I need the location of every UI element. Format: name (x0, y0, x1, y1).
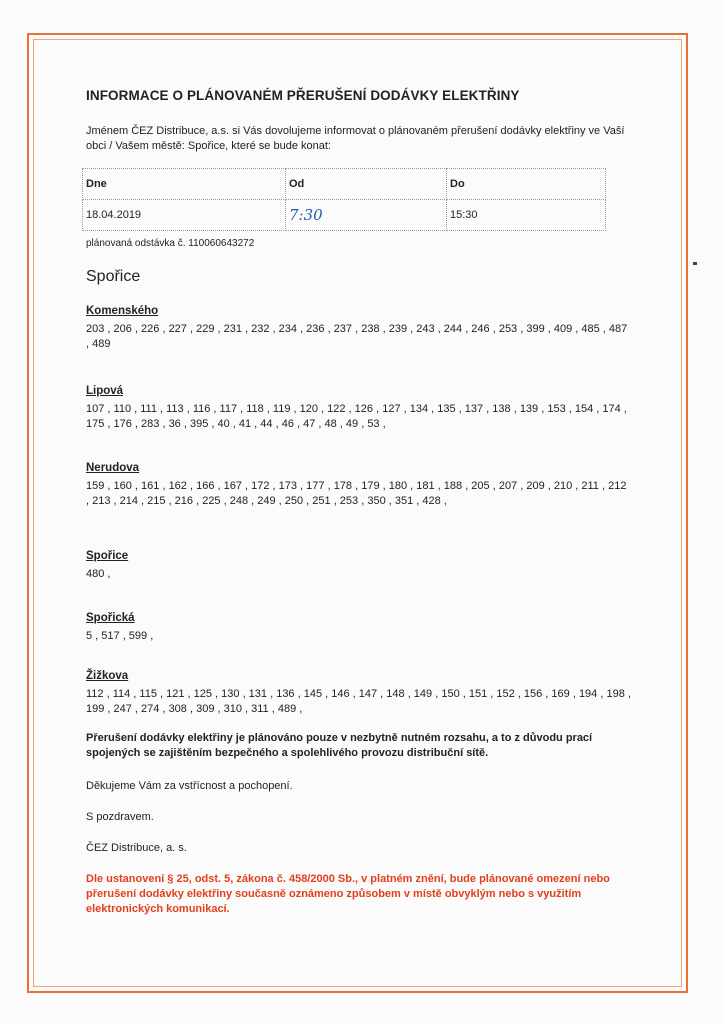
house-numbers: 5 , 517 , 599 , (86, 630, 154, 642)
cell-to: 15:30 (447, 200, 606, 231)
house-numbers: 203 , 206 , 226 , 227 , 229 , 231 , 232 , 234 , 236 , 237 , 238 , 239 , 243 , 244 , 246 , 253 , 399 , 409 , 485 , 487 , 489 (86, 323, 628, 350)
street-name: Spořice (86, 550, 129, 562)
house-numbers: 112 , 114 , 115 , 121 , 125 , 130 , 131 , 136 , 145 , 146 , 147 , 148 , 149 , 150 , 151 , 152 , 156 , 169 , 194 , 198 , 199 , 247 , 274 , 308 , 309 , 310 , 311 , 489 , (86, 688, 631, 715)
outage-number: plánovaná odstávka č. 110060643272 (86, 238, 255, 249)
street-name: Nerudova (86, 462, 140, 474)
cell-from-handwritten: 7:30 (286, 200, 447, 231)
street-block (86, 385, 631, 432)
street-block (86, 462, 631, 509)
table-row (83, 200, 606, 231)
street-name: Žižkova (86, 670, 129, 682)
header-to: Do (447, 169, 606, 200)
scan-mark (693, 262, 697, 265)
legal-notice: Dle ustanovení § 25, odst. 5, zákona č. 458/2000 Sb., v platném znění, bude plánované omezení nebo přerušení dodávky elektřiny současně oznámeno způsobem v místě obvyklým nebo s využitím elektronických komunikací. (86, 873, 610, 915)
header-from: Od (286, 169, 447, 200)
cell-date: 18.04.2019 (83, 200, 286, 231)
house-numbers: 107 , 110 , 111 , 113 , 116 , 117 , 118 , 119 , 120 , 122 , 126 , 127 , 134 , 135 , 137 , 138 , 139 , 153 , 154 , 174 , 175 , 176 , 283 , 36 , 395 , 40 , 41 , 44 , 46 , 47 , 48 , 49 , 53 , (86, 403, 627, 430)
outage-table (82, 168, 606, 231)
greeting-text: S pozdravem. (86, 811, 154, 823)
street-block (86, 305, 631, 352)
bold-notice: Přerušení dodávky elektřiny je plánováno pouze v nezbytně nutném rozsahu, a to z důvodu prací spojených se zajištěním bezpečného a spolehlivého provozu distribuční sítě. (86, 732, 593, 759)
document-title: INFORMACE O PLÁNOVANÉM PŘERUŠENÍ DODÁVKY ELEKTŘINY (86, 88, 520, 103)
street-name: Komenského (86, 305, 159, 317)
house-numbers: 480 , (86, 568, 111, 580)
header-day: Dne (83, 169, 286, 200)
street-name: Lipová (86, 385, 124, 397)
intro-text: Jménem ČEZ Distribuce, a.s. si Vás dovolujeme informovat o plánovaném přerušení dodávky elektřiny ve Vaší obci / Vašem městě: Spořice, které se bude konat: (86, 125, 625, 152)
town-heading: Spořice (86, 268, 141, 285)
thanks-text: Děkujeme Vám za vstřícnost a pochopení. (86, 780, 293, 792)
table-header-row (83, 169, 606, 200)
house-numbers: 159 , 160 , 161 , 162 , 166 , 167 , 172 , 173 , 177 , 178 , 179 , 180 , 181 , 188 , 205 , 207 , 209 , 210 , 211 , 212 , 213 , 214 , 215 , 216 , 225 , 248 , 249 , 250 , 251 , 253 , 350 , 351 , 428 , (86, 480, 627, 507)
street-block (86, 550, 631, 582)
signature-text: ČEZ Distribuce, a. s. (86, 842, 187, 854)
street-block (86, 612, 631, 644)
street-name: Spořická (86, 612, 135, 624)
street-block (86, 670, 631, 717)
